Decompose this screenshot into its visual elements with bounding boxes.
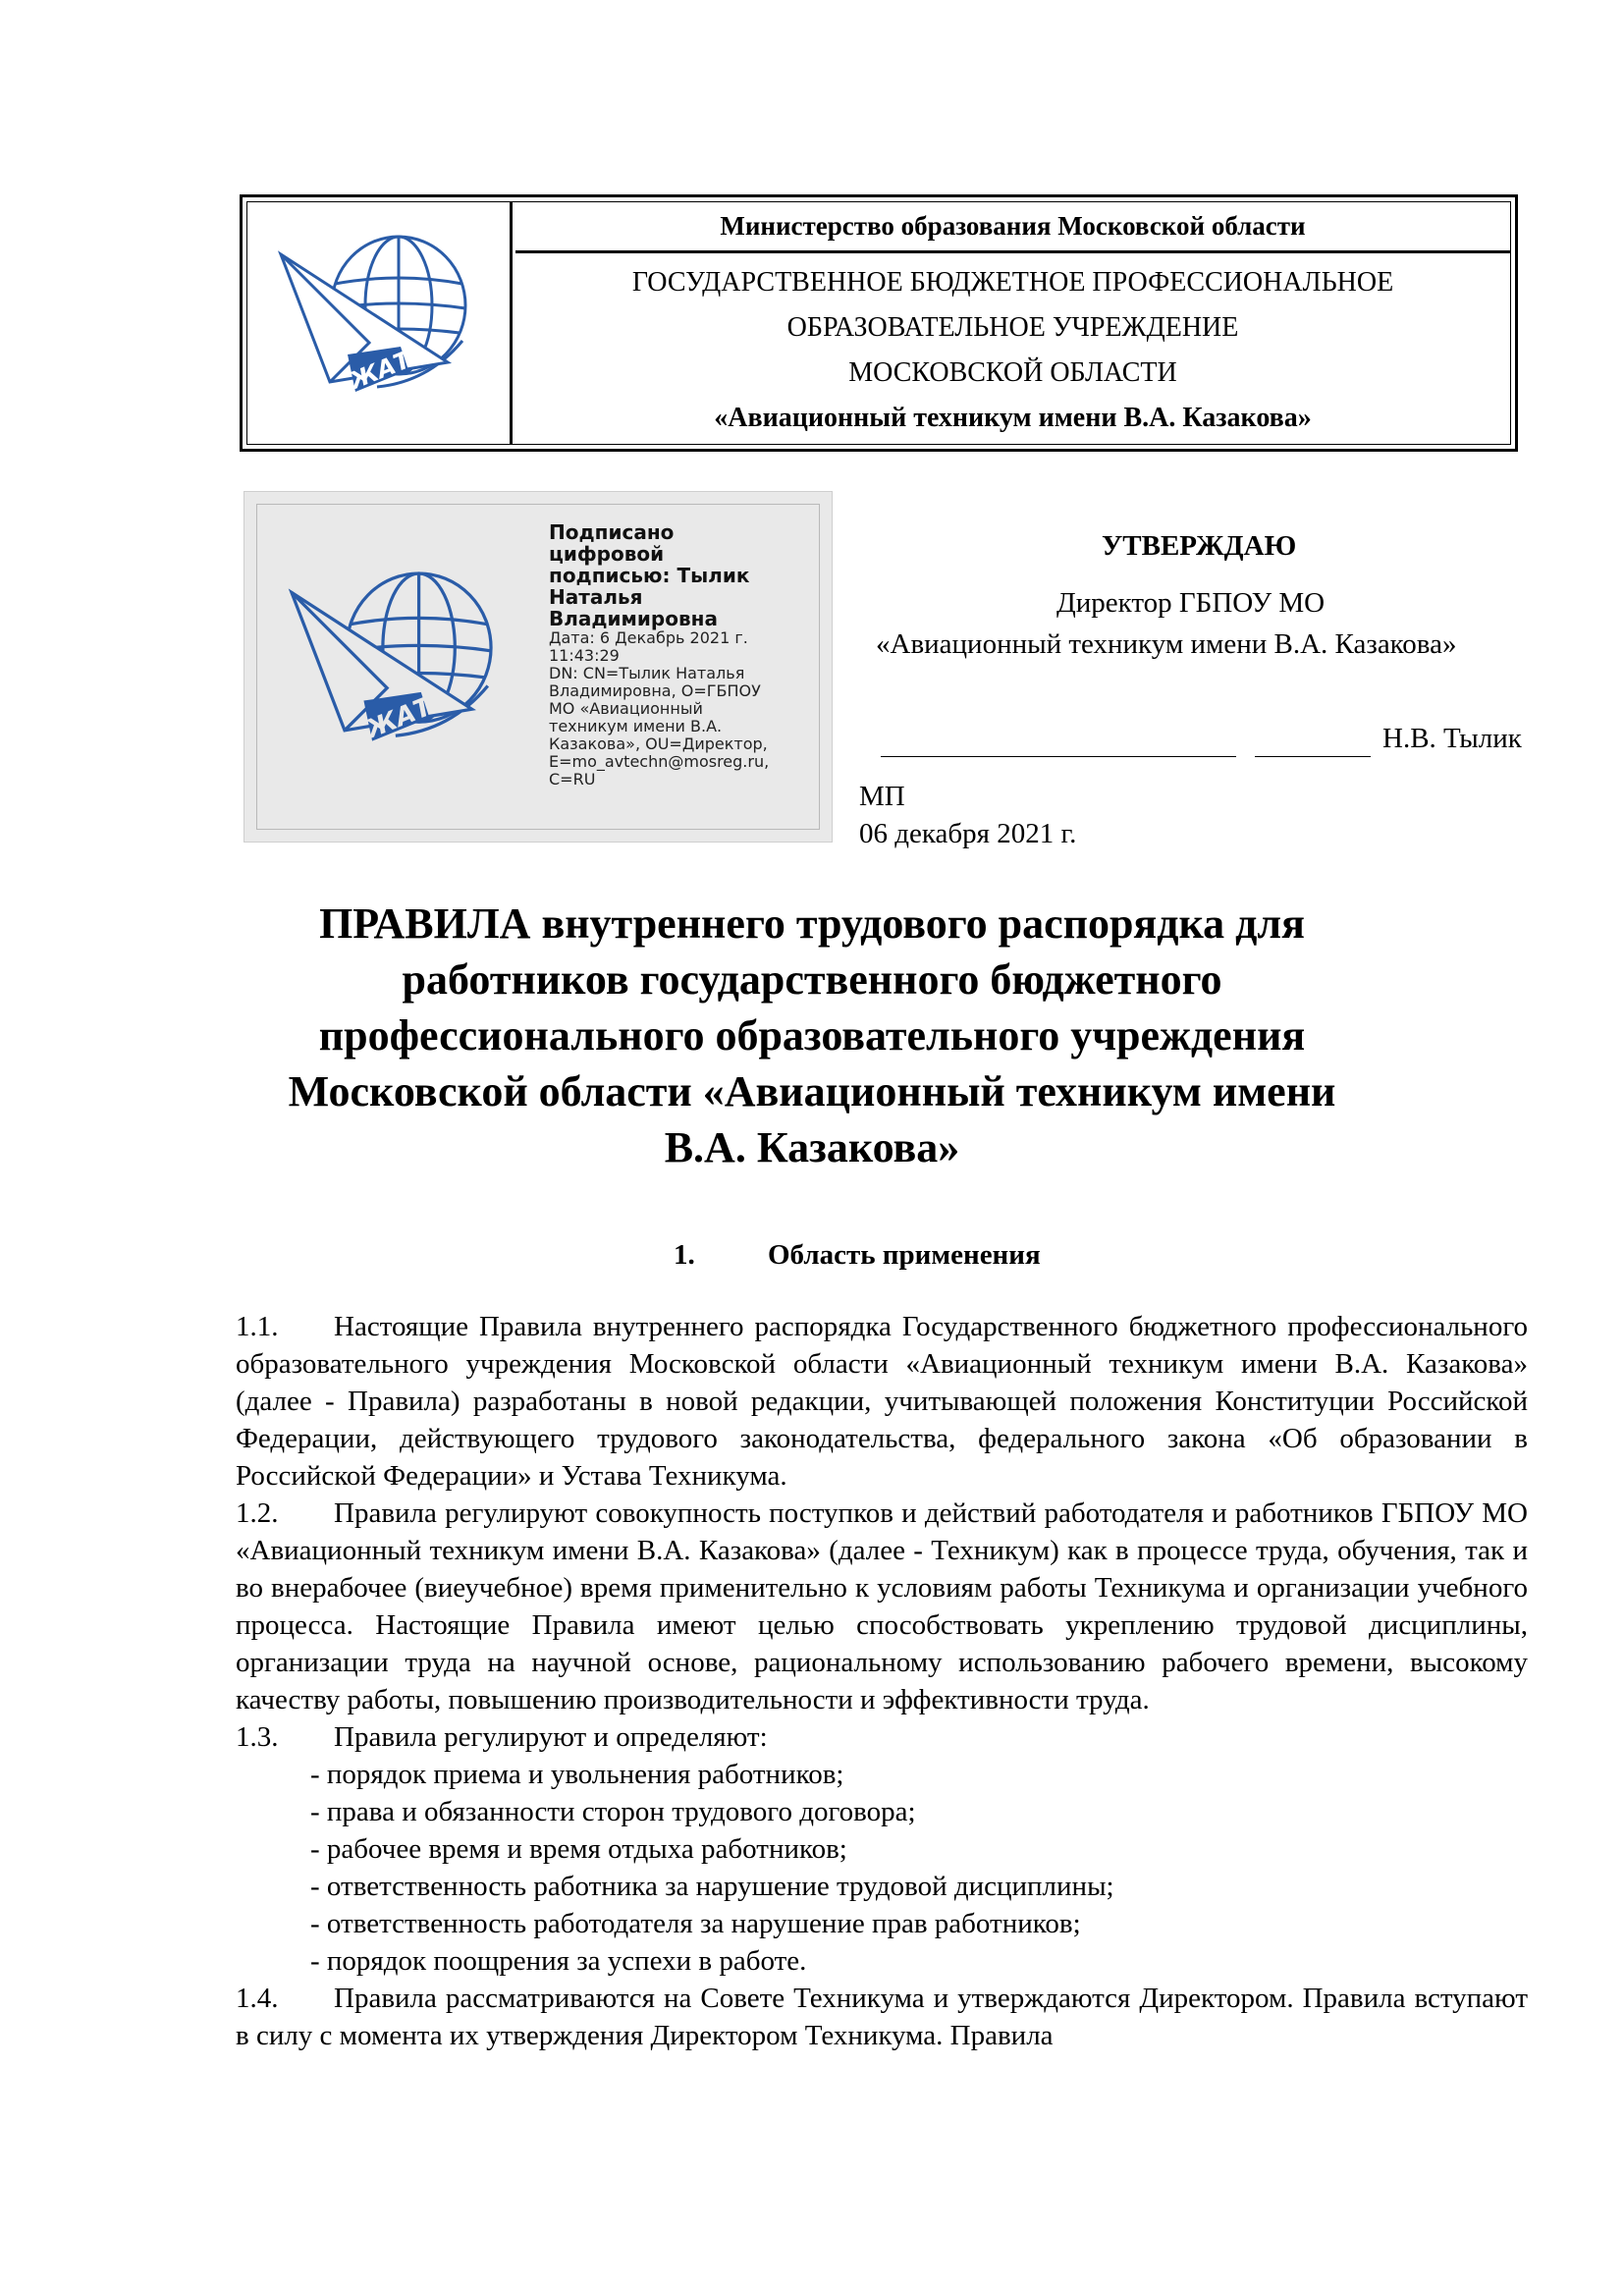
title-line-3: профессионального образовательного учреждения — [318, 1011, 1306, 1060]
paragraph-1-3 — [236, 1718, 1528, 1756]
globe-plane-logo-icon — [261, 225, 497, 421]
document-title — [196, 896, 1428, 1175]
section-number: 1. — [674, 1239, 695, 1271]
org-line-3: МОСКОВСКОЙ ОБЛАСТИ — [848, 356, 1177, 388]
list-item: - права и обязанности сторон трудового договора; — [310, 1796, 916, 1827]
stamp-text — [549, 521, 804, 789]
list-item: - порядок поощрения за успехи в работе. — [310, 1945, 807, 1977]
approval-organization: «Авиационный техникум имени В.А. Казакова» — [876, 628, 1457, 660]
approval-name: Н.В. Тылик — [1382, 723, 1522, 754]
list-item: - ответственность работника за нарушение трудовой дисциплины; — [310, 1871, 1114, 1902]
document-body — [236, 1308, 1528, 2054]
header-inner-frame — [246, 201, 1511, 445]
header-frame — [240, 194, 1518, 452]
stamp-details: Дата: 6 Декабрь 2021 г. 11:43:29 DN: CN=Тылик Наталья Владимировна, O=ГБПОУ МО «Авиационный техникум имени В.А. Казакова», OU=Директор, E=mo_avtechn@mosreg.ru, C=RU — [549, 628, 770, 789]
org-line-4: «Авиационный техникум имени В.А. Казакова» — [714, 402, 1312, 433]
regulation-list — [236, 1756, 1528, 1980]
signature-line — [881, 756, 1236, 757]
approval-seal-mark: МП — [859, 781, 905, 812]
approval-title: УТВЕРЖДАЮ — [1102, 530, 1297, 562]
title-line-2: работников государственного бюджетного — [402, 955, 1222, 1004]
digital-signature-stamp — [244, 491, 833, 843]
paragraph-text: Правила рассматриваются на Совете Техникума и утверждаются Директором. Правила вступают в силу с момента их утверждения Директором Техникума. Правила — [236, 1983, 1528, 2051]
paragraph-text: Правила регулируют совокупность поступков и действий работодателя и работников ГБПОУ МО «Авиационный техникум имени В.А. Казакова» (далее - Техникум) как в процессе труда, обучения, так и во внерабочее (виеучебное) время применительно к условиям работы Техникума и организации учебного процесса. Настоящие Правила имеют целью способствовать укреплению трудовой дисциплины, организации труда на научной основе, рациональному использованию рабочего времени, высокому качеству работы, повышению производительности и эффективности труда. — [236, 1497, 1528, 1715]
paragraph-number: 1.2. — [236, 1497, 279, 1529]
paragraph-number: 1.3. — [236, 1721, 279, 1753]
ministry-name: Министерство образования Московской области — [515, 202, 1510, 253]
paragraph-1-4 — [236, 1980, 1528, 2054]
section-heading — [674, 1239, 1041, 1272]
signature-line-short — [1255, 756, 1371, 757]
paragraph-text: Правила регулируют и определяют: — [334, 1721, 768, 1753]
paragraph-text: Настоящие Правила внутреннего распорядка Государственного бюджетного профессионального образовательного учреждения Московской области «Авиационный техникум имени В.А. Казакова» (далее - Правила) разработаны в новой редакции, учитывающей положения Конституции Российской Федерации, действующего трудового законодательства, федерального закона «Об образовании в Российской Федерации» и Устава Техникума. — [236, 1311, 1528, 1492]
list-item: - ответственность работодателя за нарушение прав работников; — [310, 1908, 1081, 1939]
paragraph-number: 1.4. — [236, 1983, 279, 2014]
paragraph-number: 1.1. — [236, 1311, 279, 1342]
org-line-2: ОБРАЗОВАТЕЛЬНОЕ УЧРЕЖДЕНИЕ — [786, 311, 1239, 343]
globe-plane-logo-icon — [270, 561, 525, 773]
organization-name — [515, 256, 1510, 444]
header-logo-cell — [247, 202, 513, 444]
section-title: Область применения — [768, 1239, 1041, 1271]
paragraph-1-2 — [236, 1495, 1528, 1718]
approval-date: 06 декабря 2021 г. — [859, 818, 1077, 849]
list-item: - порядок приема и увольнения работников; — [310, 1759, 844, 1790]
paragraph-1-1 — [236, 1308, 1528, 1495]
org-line-1: ГОСУДАРСТВЕННОЕ БЮДЖЕТНОЕ ПРОФЕССИОНАЛЬНОЕ — [631, 266, 1394, 298]
stamp-logo-letters: ЖАТ — [361, 691, 437, 745]
list-item: - рабочее время и время отдыха работников; — [310, 1833, 847, 1865]
approval-position: Директор ГБПОУ МО — [1056, 587, 1326, 619]
title-line-5: В.А. Казакова» — [664, 1123, 960, 1171]
stamp-signed-by: Подписано цифровой подписью: Тылик Наталья Владимировна — [549, 520, 750, 630]
stamp-logo — [270, 561, 525, 778]
title-line-1: ПРАВИЛА внутреннего трудового распорядка для — [319, 899, 1305, 948]
logo-letters: ЖАТ — [345, 346, 414, 396]
title-line-4: Московской области «Авиационный техникум имени — [288, 1067, 1336, 1115]
